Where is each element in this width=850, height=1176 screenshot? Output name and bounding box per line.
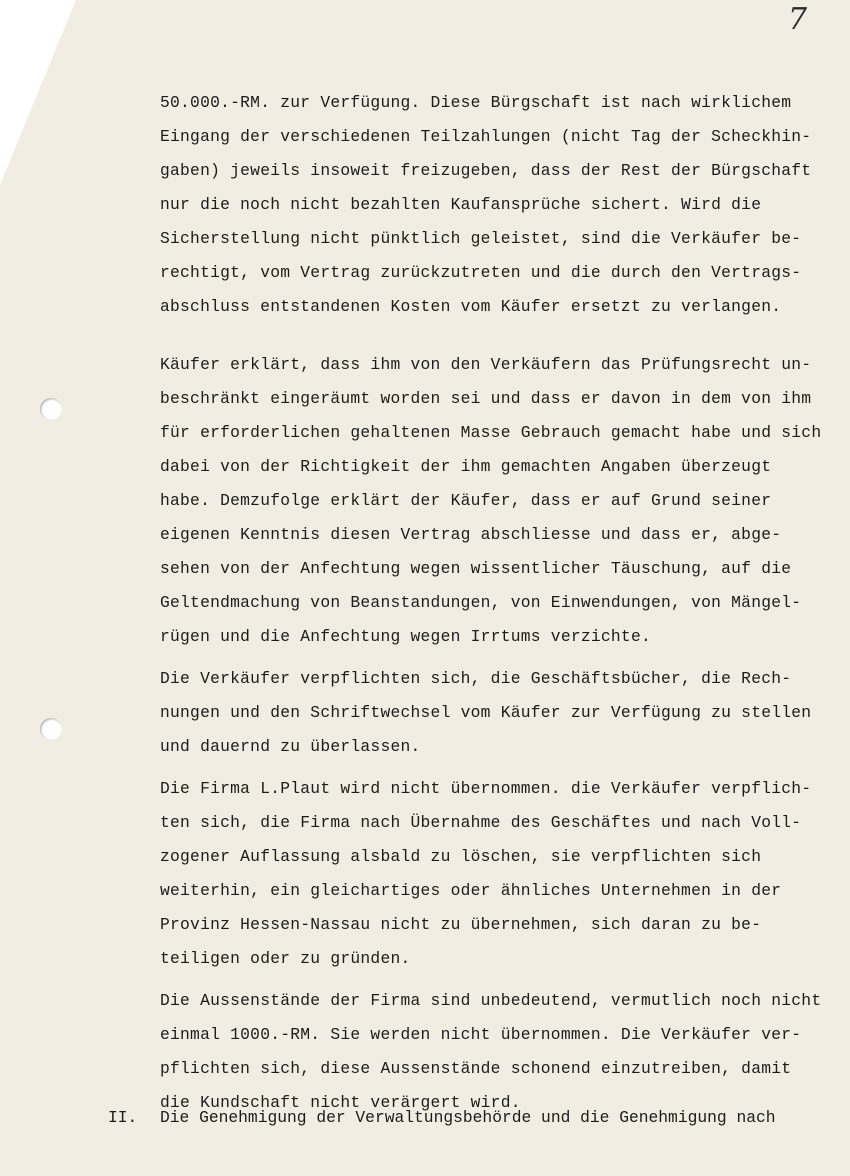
section-text: Die Genehmigung der Verwaltungsbehörde und die Genehmigung nach [160,1108,776,1127]
text-line: dabei von der Richtigkeit der ihm gemachten Angaben überzeugt [160,457,772,476]
text-line: zogener Auflassung alsbald zu löschen, sie verpflichten sich [160,847,762,866]
text-line: für erforderlichen gehaltenen Masse Gebrauch gemacht habe und sich [160,423,822,442]
text-line: Sicherstellung nicht pünktlich geleistet, sind die Verkäufer be- [160,229,802,248]
text-line: abschluss entstandenen Kosten vom Käufer ersetzt zu verlangen. [160,297,782,316]
text-line: Provinz Hessen-Nassau nicht zu übernehmen, sich daran zu be- [160,915,762,934]
text-line: und dauernd zu überlassen. [160,737,421,756]
text-line: Die Firma L.Plaut wird nicht übernommen. die Verkäufer verpflich- [160,779,812,798]
text-line: 50.000.-RM. zur Verfügung. Diese Bürgschaft ist nach wirklichem [160,93,792,112]
text-line: rügen und die Anfechtung wegen Irrtums verzichte. [160,627,651,646]
paragraph [160,772,840,976]
text-line: einmal 1000.-RM. Sie werden nicht übernommen. Die Verkäufer ver- [160,1025,802,1044]
paragraph [160,662,840,764]
text-line: habe. Demzufolge erklärt der Käufer, dass er auf Grund seiner [160,491,772,510]
text-line: Die Verkäufer verpflichten sich, die Geschäftsbücher, die Rech- [160,669,792,688]
text-line: Eingang der verschiedenen Teilzahlungen (nicht Tag der Scheckhin- [160,127,812,146]
text-line: teiligen oder zu gründen. [160,949,411,968]
section-number: II. [108,1108,138,1127]
page-number: 7 [788,2,808,37]
text-line: eigenen Kenntnis diesen Vertrag abschliesse und dass er, abge- [160,525,782,544]
text-line: rechtigt, vom Vertrag zurückzutreten und die durch den Vertrags- [160,263,802,282]
text-line: gaben) jeweils insoweit freizugeben, dass der Rest der Bürgschaft [160,161,812,180]
text-line: weiterhin, ein gleichartiges oder ähnliches Unternehmen in der [160,881,782,900]
punch-hole-bottom [40,718,62,740]
text-line: Käufer erklärt, dass ihm von den Verkäufern das Prüfungsrecht un- [160,355,812,374]
paragraph [160,86,840,324]
punch-hole-top [40,398,62,420]
text-line: pflichten sich, diese Aussenstände schonend einzutreiben, damit [160,1059,792,1078]
text-line: nungen und den Schriftwechsel vom Käufer zur Verfügung zu stellen [160,703,812,722]
text-line: nur die noch nicht bezahlten Kaufansprüche sichert. Wird die [160,195,762,214]
text-line: ten sich, die Firma nach Übernahme des Geschäftes und nach Voll- [160,813,802,832]
text-line: Die Aussenstände der Firma sind unbedeutend, vermutlich noch nicht [160,991,822,1010]
text-line: beschränkt eingeräumt worden sei und dass er davon in dem von ihm [160,389,812,408]
paragraph [160,984,840,1120]
paragraph [160,348,840,654]
folded-corner [0,0,76,185]
contract-text [160,86,840,1120]
text-line: Geltendmachung von Beanstandungen, von Einwendungen, von Mängel- [160,593,802,612]
text-line: die Kundschaft nicht verärgert wird. [160,1093,521,1112]
text-line: sehen von der Anfechtung wegen wissentlicher Täuschung, auf die [160,559,792,578]
